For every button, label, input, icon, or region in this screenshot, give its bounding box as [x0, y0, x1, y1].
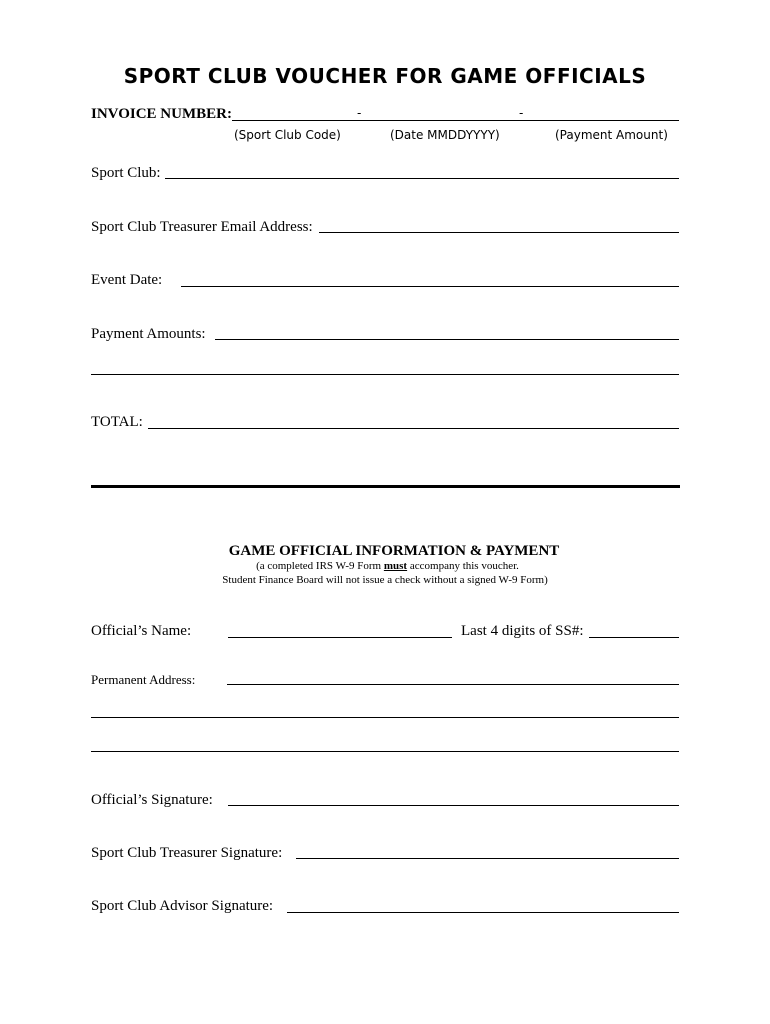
total-label: TOTAL:	[91, 414, 143, 430]
permanent-address-field-line-2[interactable]	[91, 717, 679, 718]
treasurer-signature-label: Sport Club Treasurer Signature:	[91, 845, 283, 861]
invoice-number-label: INVOICE NUMBER:	[91, 106, 232, 122]
payment-amounts-field[interactable]	[215, 339, 679, 340]
w9-note-line-1: (a completed IRS W-9 Form must accompany this voucher.	[256, 560, 519, 572]
permanent-address-label: Permanent Address:	[91, 672, 196, 687]
last4-ssn-field[interactable]	[589, 637, 679, 638]
official-section-heading: GAME OFFICIAL INFORMATION & PAYMENT	[228, 543, 560, 559]
treasurer-email-field[interactable]	[319, 232, 679, 233]
event-date-label: Event Date:	[91, 272, 163, 288]
official-signature-field[interactable]	[228, 805, 679, 806]
section-divider	[91, 485, 680, 488]
event-date-field[interactable]	[181, 286, 679, 287]
advisor-signature-field[interactable]	[287, 912, 679, 913]
permanent-address-field-line-3[interactable]	[91, 751, 679, 752]
sport-club-code-caption: (Sport Club Code)	[234, 128, 341, 142]
treasurer-email-label: Sport Club Treasurer Email Address:	[91, 219, 313, 235]
invoice-number-field[interactable]	[232, 120, 679, 121]
last4-ssn-label: Last 4 digits of SS#:	[461, 623, 584, 639]
total-field[interactable]	[148, 428, 679, 429]
payment-amounts-label: Payment Amounts:	[91, 326, 206, 342]
officials-name-label: Official’s Name:	[91, 623, 192, 639]
w9-note-line-2: Student Finance Board will not issue a check without a signed W-9 Form)	[222, 574, 548, 586]
treasurer-signature-field[interactable]	[296, 858, 679, 859]
w9-note-emphasis: must	[383, 560, 408, 572]
invoice-dash-1: -	[357, 106, 362, 120]
permanent-address-field[interactable]	[227, 684, 679, 685]
date-caption: (Date MMDDYYYY)	[390, 128, 500, 142]
payment-amounts-field-line-2[interactable]	[91, 374, 679, 375]
sport-club-field[interactable]	[165, 178, 679, 179]
advisor-signature-label: Sport Club Advisor Signature:	[91, 898, 274, 914]
invoice-dash-2: -	[519, 106, 524, 120]
page-title: SPORT CLUB VOUCHER FOR GAME OFFICIALS	[123, 64, 647, 88]
officials-name-field[interactable]	[228, 637, 452, 638]
sport-club-label: Sport Club:	[91, 165, 161, 181]
official-signature-label: Official’s Signature:	[91, 792, 213, 808]
payment-amount-caption: (Payment Amount)	[555, 128, 668, 142]
